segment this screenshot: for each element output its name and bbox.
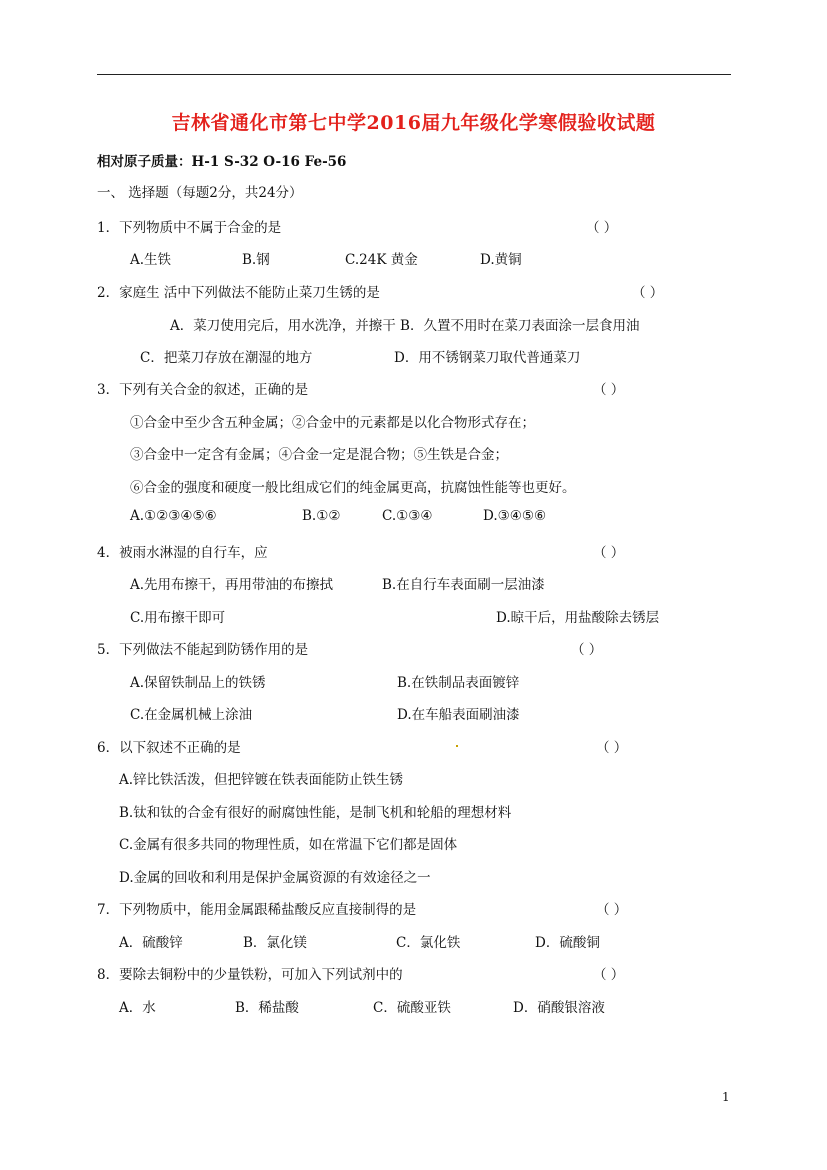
question-4-stem: 4．被雨水淋湿的自行车，应 <box>97 545 268 561</box>
question-4-option-d: D.晾干后，用盐酸除去锈层 <box>496 610 660 626</box>
question-7-answer-bracket: （ ） <box>596 902 628 918</box>
question-6-option-d: D.金属的回收和利用是保护金属资源的有效途径之一 <box>119 870 431 886</box>
question-1-option-c: C.24K 黄金 <box>345 252 418 268</box>
question-2-option-d: D．用不锈钢菜刀取代普通菜刀 <box>394 350 581 366</box>
question-1-option-b: B.钢 <box>242 252 270 268</box>
question-3-statement-3: ⑥合金的强度和硬度一般比组成它们的纯金属更高，抗腐蚀性能等也更好。 <box>130 480 576 496</box>
question-2-options-ab: A．菜刀使用完后，用水洗净，并擦干 B．久置不用时在菜刀表面涂一层食用油 <box>170 318 640 334</box>
question-7-option-c: C．氯化铁 <box>396 935 461 951</box>
question-7-stem: 7．下列物质中，能用金属跟稀盐酸反应直接制得的是 <box>97 902 417 918</box>
question-1-answer-bracket: （ ） <box>586 220 618 236</box>
question-3-statement-1: ①合金中至少含五种金属；②合金中的元素都是以化合物形式存在； <box>130 415 535 431</box>
question-5-option-b: B.在铁制品表面镀锌 <box>397 675 520 691</box>
question-4-option-c: C.用布擦干即可 <box>130 610 226 626</box>
question-1-stem: 1．下列物质中不属于合金的是 <box>97 220 282 236</box>
section-heading: 一、 选择题（每题2分，共24分） <box>97 185 303 201</box>
question-3-answer-bracket: （ ） <box>593 382 625 398</box>
question-7-option-d: D．硫酸铜 <box>535 935 600 951</box>
page-number: 1 <box>722 1090 730 1104</box>
question-5-option-c: C.在金属机械上涂油 <box>130 707 253 723</box>
question-3-option-b: B.①② <box>302 508 341 524</box>
atomic-mass-line: 相对原子质量：H-1 S-32 O-16 Fe-56 <box>97 154 347 170</box>
question-2-answer-bracket: （ ） <box>632 285 664 301</box>
question-8-option-b: B．稀盐酸 <box>235 1000 299 1016</box>
question-6-answer-bracket: （ ） <box>596 740 628 756</box>
question-3-stem: 3．下列有关合金的叙述，正确的是 <box>97 382 309 398</box>
header-rule <box>97 74 731 75</box>
question-8-option-a: A．水 <box>119 1000 156 1016</box>
question-3-option-a: A.①②③④⑤⑥ <box>130 508 217 524</box>
question-5-option-a: A.保留铁制品上的铁锈 <box>130 675 266 691</box>
question-6-option-c: C.金属有很多共同的物理性质，如在常温下它们都是固体 <box>119 837 458 853</box>
question-4-option-b: B.在自行车表面刷一层油漆 <box>382 577 545 593</box>
question-8-option-c: C．硫酸亚铁 <box>373 1000 451 1016</box>
question-4-option-a: A.先用布擦干，再用带油的布擦拭 <box>130 577 334 593</box>
question-8-answer-bracket: （ ） <box>593 967 625 983</box>
question-3-statement-2: ③合金中一定含有金属；④合金一定是混合物；⑤生铁是合金； <box>130 447 508 463</box>
question-1-option-a: A.生铁 <box>130 252 172 268</box>
question-6-option-a: A.锌比铁活泼，但把锌镀在铁表面能防止铁生锈 <box>119 772 404 788</box>
question-5-answer-bracket: （ ） <box>571 642 603 658</box>
question-2-option-c: C．把菜刀存放在潮湿的地方 <box>140 350 313 366</box>
question-7-option-a: A．硫酸锌 <box>119 935 183 951</box>
question-8-option-d: D．硝酸银溶液 <box>513 1000 605 1016</box>
question-6-option-b: B.钛和钛的合金有很好的耐腐蚀性能，是制飞机和轮船的理想材料 <box>119 805 512 821</box>
question-2-stem: 2．家庭生 活中下列做法不能防止菜刀生锈的是 <box>97 285 380 301</box>
question-8-stem: 8．要除去铜粉中的少量铁粉，可加入下列试剂中的 <box>97 967 403 983</box>
stray-dot <box>456 745 458 747</box>
question-3-option-c: C.①③④ <box>382 508 433 524</box>
page-title: 吉林省通化市第七中学2016届九年级化学寒假验收试题 <box>171 112 656 134</box>
question-3-option-d: D.③④⑤⑥ <box>483 508 547 524</box>
question-7-option-b: B．氯化镁 <box>243 935 307 951</box>
question-5-option-d: D.在车船表面刷油漆 <box>397 707 520 723</box>
question-5-stem: 5．下列做法不能起到防锈作用的是 <box>97 642 309 658</box>
question-6-stem: 6．以下叙述不正确的是 <box>97 740 241 756</box>
question-4-answer-bracket: （ ） <box>593 545 625 561</box>
question-1-option-d: D.黄铜 <box>480 252 522 268</box>
